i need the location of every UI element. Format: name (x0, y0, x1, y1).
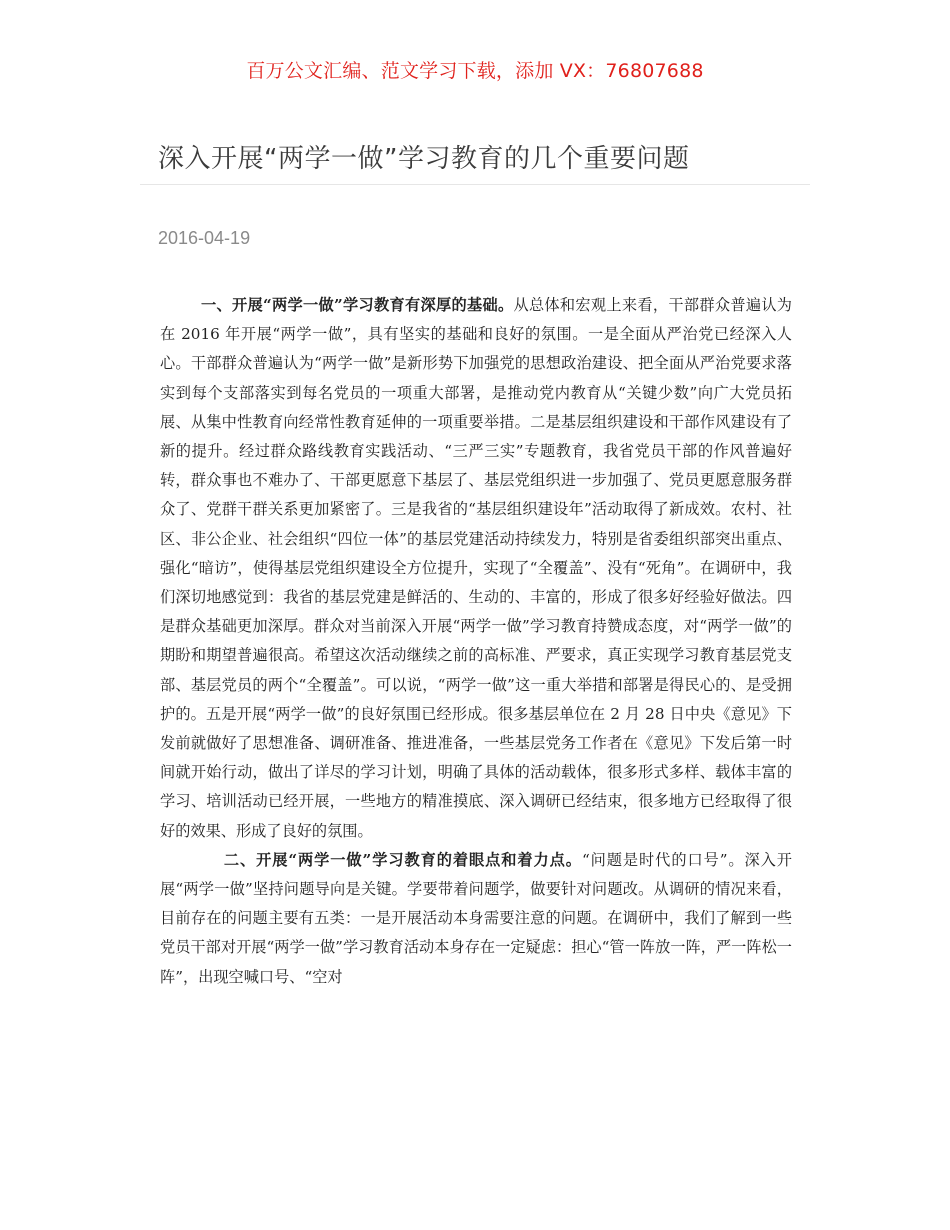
paragraph-1-text: 从总体和宏观上来看，干部群众普遍认为在 2016 年开展“两学一做”，具有坚实的基础和良好的氛围。一是全面从严治党已经深入人心。干部群众普遍认为“两学一做”是新形势下加强党的思想政治建设、把全面从严治党要求落实到每个支部落实到每名党员的一项重大部署，是推动党内教育从“关键少数”向广大党员拓展、从集中性教育向经常性教育延伸的一项重要举措。二是基层组织建设和干部作风建设有了新的提升。经过群众路线教育实践活动、“三严三实”专题教育，我省党员干部的作风普遍好转，群众事也不难办了、干部更愿意下基层了、基层党组织进一步加强了、党员更愿意服务群众了、党群干群关系更加紧密了。三是我省的“基层组织建设年”活动取得了新成效。农村、社区、非公企业、社会组织“四位一体”的基层党建活动持续发力，特别是省委组织部突出重点、强化“暗访”，使得基层党组织建设全方位提升，实现了“全覆盖”、没有“死角”。在调研中，我们深切地感觉到：我省的基层党建是鲜活的、生动的、丰富的，形成了很多好经验好做法。四是群众基础更加深厚。群众对当前深入开展“两学一做”学习教育持赞成态度，对“两学一做”的期盼和期望普遍很高。希望这次活动继续之前的高标准、严要求，真正实现学习教育基层党支部、基层党员的两个“全覆盖”。可以说，“两学一做”这一重大举措和部署是得民心的、是受拥护的。五是开展“两学一做”的良好氛围已经形成。很多基层单位在 2 月 28 日中央《意见》下发前就做好了思想准备、调研准备、推进准备，一些基层党务工作者在《意见》下发后第一时间就开始行动，做出了详尽的学习计划，明确了具体的活动载体，很多形式多样、载体丰富的学习、培训活动已经开展，一些地方的精准摸底、深入调研已经结束，很多地方已经取得了很好的效果、形成了良好的氛围。 (160, 296, 792, 840)
promo-banner: 百万公文汇编、范文学习下载，添加 VX：76807688 (246, 60, 704, 82)
paragraph-1-heading: 一、开展“两学一做”学习教育有深厚的基础。 (201, 296, 514, 314)
title-divider (140, 184, 810, 185)
article-body (160, 291, 792, 992)
paragraph-1 (160, 291, 792, 846)
paragraph-2 (160, 846, 792, 992)
publish-date: 2016-04-19 (158, 228, 251, 248)
paragraph-2-heading: 二、开展“两学一做”学习教育的着眼点和着力点。 (223, 850, 582, 869)
paragraph-2-text: “问题是时代的口号”。深入开展“两学一做”坚持问题导向是关键。学要带着问题学，做要针对问题改。从调研的情况来看，目前存在的问题主要有五类：一是开展活动本身需要注意的问题。在调研中，我们了解到一些党员干部对开展“两学一做”学习教育活动本身存在一定疑虑：担心“管一阵放一阵，严一阵松一阵”，出现空喊口号、“空对 (160, 850, 792, 986)
article-title: 深入开展“两学一做”学习教育的几个重要问题 (158, 144, 690, 174)
